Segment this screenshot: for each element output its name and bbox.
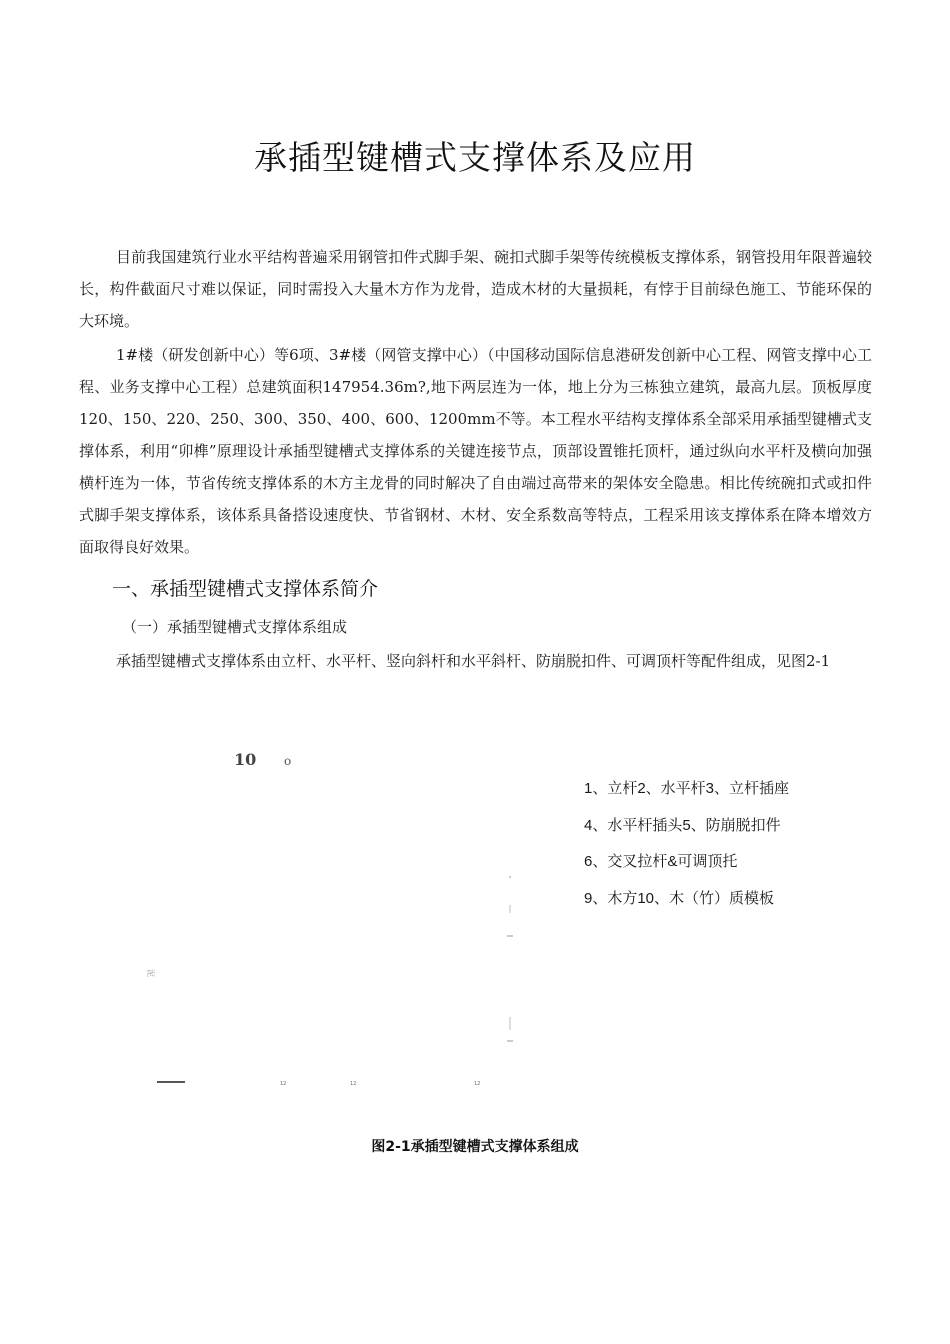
legend-item: 4、水平杆插头5、防崩脱扣件 [584,816,781,834]
figure-label-top-small: o [284,754,292,768]
figure-bottom-mark: 12 [474,1081,481,1087]
subsection-heading: （一）承插型键槽式支撑体系组成 [122,618,348,636]
figure-bottom-mark: 12 [280,1081,287,1087]
section-paragraph: 承插型键槽式支撑体系由立杆、水平杆、竖向斜杆和水平斜杆、防崩脱扣件、可调顶杆等配件组成，见图2-1 [116,652,831,670]
legend-item: 9、木方10、木（竹）质模板 [584,889,775,907]
figure-label-top: 10 [234,750,257,769]
figure-caption: 图2-1承插型键槽式支撑体系组成 [371,1139,579,1155]
figure-bottom-mark: 12 [350,1081,357,1087]
intro-paragraph: 目前我国建筑行业水平结构普遍采用钢管扣件式脚手架、碗扣式脚手架等传统模板支撑体系，钢管投用年限普遍较长，构件截面尺寸难以保证，同时需投入大量木方作为龙骨，造成木材的大量损耗，有悖于目前绿色施工、节能环保的大环境。 [79,248,872,330]
section-heading: 一、承插型键槽式支撑体系简介 [112,578,379,600]
legend-item: 1、立杆2、水平杆3、立杆插座 [584,780,790,797]
figure-legend [584,776,789,922]
project-paragraph: 1#楼（研发创新中心）等6项、3#楼（网管支撑中心）（中国移动国际信息港研发创新中心工程、网管支撑中心工程、业务支撑中心工程）总建筑面积147954.36m?,地下两层连为一体，地上分为三栋独立建筑，最高九层。顶板厚度120、150、220、250、300、350、400、600、1200mm不等。本工程水平结构支撑体系全部采用承插型键槽式支撑体系，利用“卯榫”原理设计承插型键槽式支撑体系的关键连接节点，顶部设置锥托顶杆，通过纵向水平杆及横向加强横杆连为一体，节省传统支撑体系的木方主龙骨的同时解决了自由端过高带来的架体安全隐患。相比传统碗扣式或扣件式脚手架支撑体系，该体系具备搭设速度快、节省钢材、木材、安全系数高等特点，工程采用该支撑体系在降本增效方面取得良好效果。 [79,346,872,556]
support-system-figure [140,745,520,1090]
legend-item: 6、交叉拉杆&可调顶托 [584,853,738,870]
document-title: 承插型键槽式支撑体系及应用 [254,138,696,177]
figure-label-side: 泥 [146,969,155,977]
